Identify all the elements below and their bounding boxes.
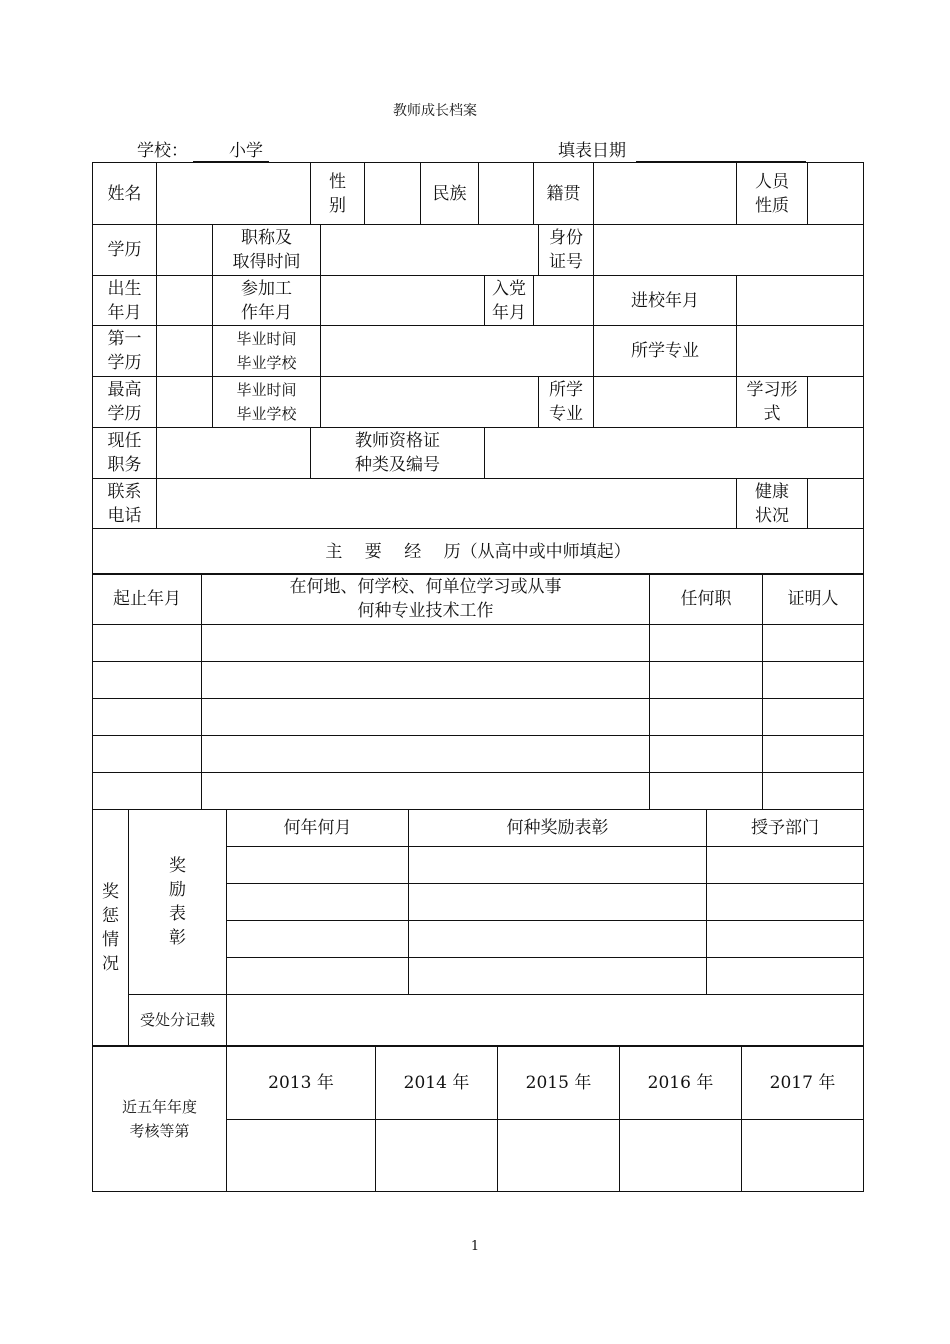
exp-cell[interactable] xyxy=(650,625,763,662)
exp-cell[interactable] xyxy=(93,662,202,699)
label-education: 学历 xyxy=(93,225,157,276)
label-current-post: 现任 职务 xyxy=(93,428,157,479)
label-first-edu: 第一 学历 xyxy=(93,326,157,377)
table-row xyxy=(93,662,864,699)
label-phone: 联系 电话 xyxy=(93,479,157,529)
award-header-kind: 何种奖励表彰 xyxy=(409,810,707,847)
page-number: 1 xyxy=(470,1239,480,1254)
exp-cell[interactable] xyxy=(93,736,202,773)
date-field[interactable] xyxy=(636,141,806,162)
value-health[interactable] xyxy=(808,479,864,529)
basic-info-table xyxy=(92,162,864,575)
exp-cell[interactable] xyxy=(93,699,202,736)
exp-header-where: 在何地、何学校、何单位学习或从事 何种专业技术工作 xyxy=(202,574,650,625)
label-party: 入党 年月 xyxy=(485,276,534,326)
value-highest-edu[interactable] xyxy=(157,377,213,428)
award-cell[interactable] xyxy=(707,958,864,995)
award-header-date: 何年何月 xyxy=(227,810,409,847)
label-awards: 奖 励 表 彰 xyxy=(129,810,227,995)
exp-cell[interactable] xyxy=(650,736,763,773)
label-punishment: 受处分记载 xyxy=(129,995,227,1046)
label-first-major: 所学专业 xyxy=(594,326,737,377)
exp-cell[interactable] xyxy=(650,699,763,736)
value-native[interactable] xyxy=(594,163,737,225)
label-school-join: 进校年月 xyxy=(594,276,737,326)
award-cell[interactable] xyxy=(409,958,707,995)
exp-cell[interactable] xyxy=(650,773,763,810)
document-title: 教师成长档案 xyxy=(393,103,477,119)
assessment-year: 2013 年 xyxy=(227,1047,376,1120)
award-cell[interactable] xyxy=(409,847,707,884)
label-rewards-section: 奖 惩 情 况 xyxy=(93,810,129,1046)
assessment-cell[interactable] xyxy=(620,1120,742,1192)
label-ethnicity: 民族 xyxy=(421,163,479,225)
value-highest-major[interactable] xyxy=(594,377,737,428)
label-study-form: 学习形式 xyxy=(737,377,808,428)
exp-cell[interactable] xyxy=(202,662,650,699)
value-current-post[interactable] xyxy=(157,428,311,479)
value-education[interactable] xyxy=(157,225,213,276)
exp-header-witness: 证明人 xyxy=(763,574,864,625)
label-title-time: 职称及 取得时间 xyxy=(213,225,321,276)
label-highest-edu: 最高 学历 xyxy=(93,377,157,428)
exp-header-period: 起止年月 xyxy=(93,574,202,625)
exp-cell[interactable] xyxy=(202,625,650,662)
exp-header-position: 任何职 xyxy=(650,574,763,625)
award-cell[interactable] xyxy=(227,847,409,884)
award-cell[interactable] xyxy=(707,847,864,884)
award-cell[interactable] xyxy=(707,921,864,958)
value-gender[interactable] xyxy=(365,163,421,225)
table-row xyxy=(93,625,864,662)
exp-cell[interactable] xyxy=(763,736,864,773)
label-name: 姓名 xyxy=(93,163,157,225)
rewards-table xyxy=(92,809,864,1046)
award-cell[interactable] xyxy=(409,921,707,958)
value-party[interactable] xyxy=(534,276,594,326)
label-work-start: 参加工 作年月 xyxy=(213,276,321,326)
label-assessment: 近五年年度 考核等第 xyxy=(93,1047,227,1192)
label-birth: 出生 年月 xyxy=(93,276,157,326)
experience-section-title: 主 要 经 历（从高中或中师填起） xyxy=(93,529,864,575)
value-cert[interactable] xyxy=(485,428,864,479)
value-first-edu[interactable] xyxy=(157,326,213,377)
label-first-grad: 毕业时间 毕业学校 xyxy=(213,326,321,377)
value-ethnicity[interactable] xyxy=(479,163,534,225)
label-highest-major: 所学 专业 xyxy=(539,377,594,428)
label-gender: 性 别 xyxy=(311,163,365,225)
label-highest-grad: 毕业时间 毕业学校 xyxy=(213,377,321,428)
value-phone[interactable] xyxy=(157,479,737,529)
award-cell[interactable] xyxy=(227,884,409,921)
award-header-dept: 授予部门 xyxy=(707,810,864,847)
value-punishment[interactable] xyxy=(227,995,864,1046)
value-id-no[interactable] xyxy=(594,225,864,276)
exp-cell[interactable] xyxy=(763,662,864,699)
award-cell[interactable] xyxy=(227,958,409,995)
assessment-year: 2016 年 xyxy=(620,1047,742,1120)
table-row xyxy=(93,736,864,773)
exp-cell[interactable] xyxy=(763,699,864,736)
exp-cell[interactable] xyxy=(763,625,864,662)
exp-cell[interactable] xyxy=(202,736,650,773)
label-id-no: 身份 证号 xyxy=(539,225,594,276)
assessment-year: 2017 年 xyxy=(742,1047,864,1120)
award-cell[interactable] xyxy=(409,884,707,921)
date-label: 填表日期 xyxy=(558,141,626,161)
exp-cell[interactable] xyxy=(202,773,650,810)
value-title-time[interactable] xyxy=(321,225,539,276)
exp-cell[interactable] xyxy=(650,662,763,699)
table-row xyxy=(93,773,864,810)
value-name[interactable] xyxy=(157,163,311,225)
value-work-start[interactable] xyxy=(321,276,485,326)
value-first-grad[interactable] xyxy=(321,326,594,377)
value-staff-type[interactable] xyxy=(808,163,864,225)
label-health: 健康 状况 xyxy=(737,479,808,529)
experience-table xyxy=(92,573,864,810)
assessment-table xyxy=(92,1046,864,1192)
school-label: 学校： xyxy=(137,141,188,161)
value-highest-grad[interactable] xyxy=(321,377,539,428)
school-value: 小学 xyxy=(229,141,263,161)
assessment-year: 2015 年 xyxy=(498,1047,620,1120)
assessment-cell[interactable] xyxy=(376,1120,498,1192)
assessment-cell[interactable] xyxy=(742,1120,864,1192)
exp-cell[interactable] xyxy=(763,773,864,810)
assessment-year: 2014 年 xyxy=(376,1047,498,1120)
label-native: 籍贯 xyxy=(534,163,594,225)
assessment-cell[interactable] xyxy=(227,1120,376,1192)
award-cell[interactable] xyxy=(707,884,864,921)
school-field[interactable] xyxy=(193,141,269,162)
value-school-join[interactable] xyxy=(737,276,864,326)
value-first-major[interactable] xyxy=(737,326,864,377)
value-birth[interactable] xyxy=(157,276,213,326)
value-study-form[interactable] xyxy=(808,377,864,428)
award-cell[interactable] xyxy=(227,921,409,958)
exp-cell[interactable] xyxy=(93,625,202,662)
exp-cell[interactable] xyxy=(93,773,202,810)
label-staff-type: 人员 性质 xyxy=(737,163,808,225)
exp-cell[interactable] xyxy=(202,699,650,736)
table-row xyxy=(93,699,864,736)
assessment-cell[interactable] xyxy=(498,1120,620,1192)
label-cert: 教师资格证 种类及编号 xyxy=(311,428,485,479)
